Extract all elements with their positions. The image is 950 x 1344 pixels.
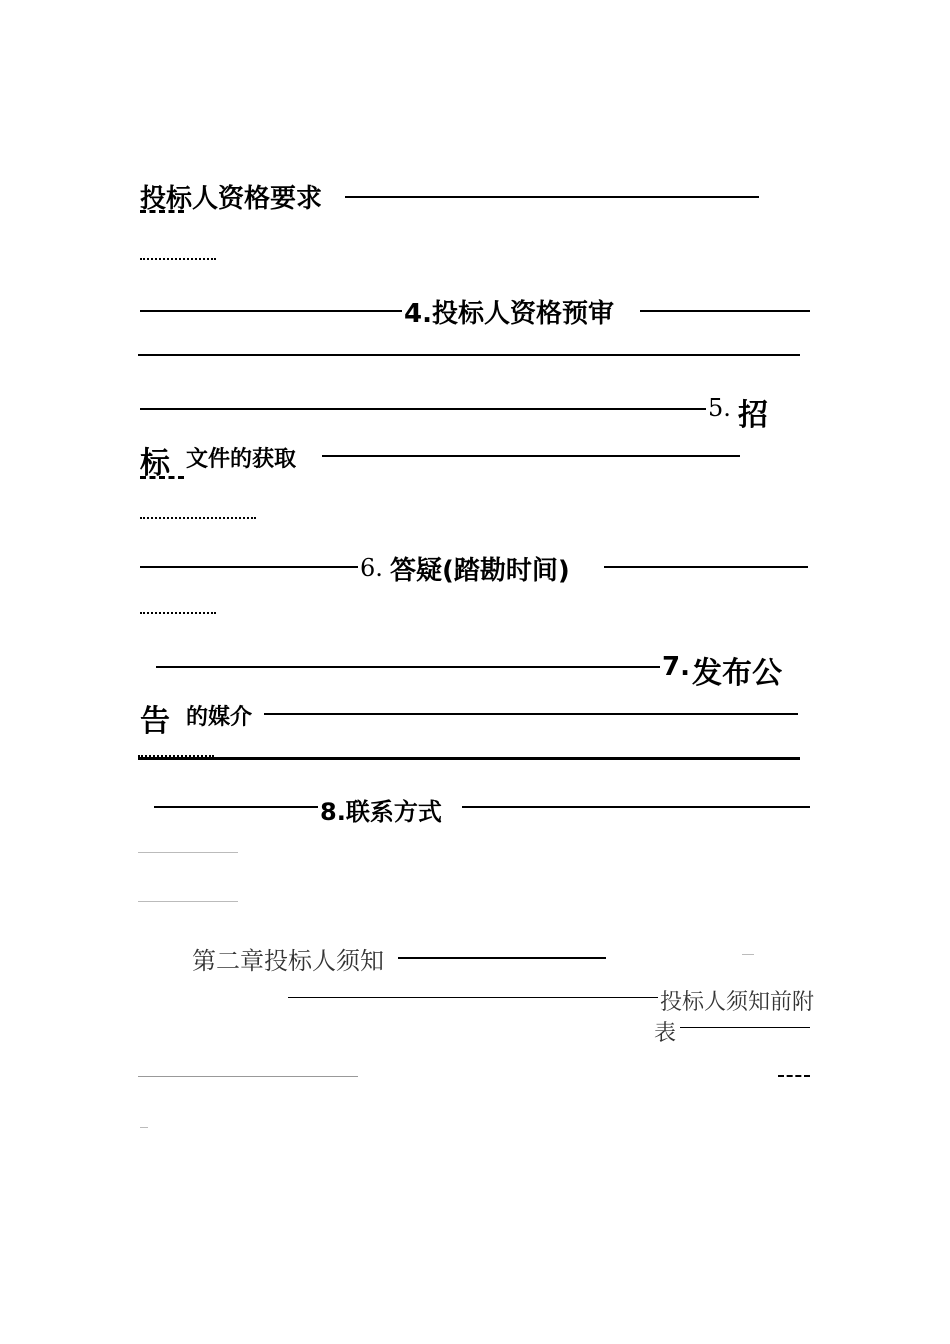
leader-dots — [140, 517, 256, 519]
faint-rule — [138, 1076, 358, 1077]
chapter-subheading: 投标人须知前附 — [660, 990, 815, 1015]
chapter-subheading-cont: 表 — [654, 1021, 677, 1046]
leader-dashes — [288, 997, 658, 998]
toc-entry-title-part: 招 — [738, 398, 768, 433]
leader-dashes — [345, 196, 759, 198]
leader-dashes — [398, 957, 606, 959]
faint-rule — [138, 852, 238, 853]
toc-entry-title-part: 标 — [140, 446, 170, 481]
faint-rule — [140, 1127, 148, 1128]
toc-entry-media: 的媒介 — [186, 705, 253, 730]
toc-entry-tender-docs: 文件的获取 — [186, 447, 297, 472]
leader-dashes — [156, 666, 660, 668]
toc-entry-qualification: 投标人资格要求 — [140, 184, 323, 214]
leader-dashes — [462, 806, 810, 808]
horizontal-rule — [138, 757, 800, 760]
toc-entry-number: 7. — [662, 652, 690, 682]
leader-dashes — [778, 1075, 810, 1077]
toc-entry-contact: 8.联系方式 — [320, 798, 442, 826]
leader-dots — [140, 612, 216, 614]
leader-dashes — [640, 310, 810, 312]
leader-dashes — [604, 566, 808, 568]
horizontal-rule — [138, 354, 800, 356]
toc-entry-title-part: 发布公 — [692, 656, 782, 691]
leader-dashes — [264, 713, 798, 715]
chapter-heading: 第二章投标人须知 — [192, 947, 384, 975]
toc-entry-qa: 答疑(踏勘时间) — [390, 556, 570, 586]
toc-entry-number: 5. — [708, 394, 731, 422]
toc-entry-title-part: 告 — [140, 704, 170, 739]
leader-dashes — [140, 310, 402, 312]
faint-rule — [742, 954, 754, 955]
leader-dashes — [140, 476, 184, 479]
leader-dashes — [140, 566, 358, 568]
leader-dashes — [322, 455, 740, 457]
leader-dashes — [680, 1027, 810, 1028]
leader-dashes — [140, 408, 706, 410]
leader-dots — [140, 258, 216, 260]
leader-dashes — [154, 806, 318, 808]
faint-rule — [138, 901, 238, 902]
toc-entry-prequalification: 4.投标人资格预审 — [404, 299, 614, 329]
toc-entry-number: 6. — [360, 554, 383, 582]
leader-dashes — [140, 210, 184, 213]
